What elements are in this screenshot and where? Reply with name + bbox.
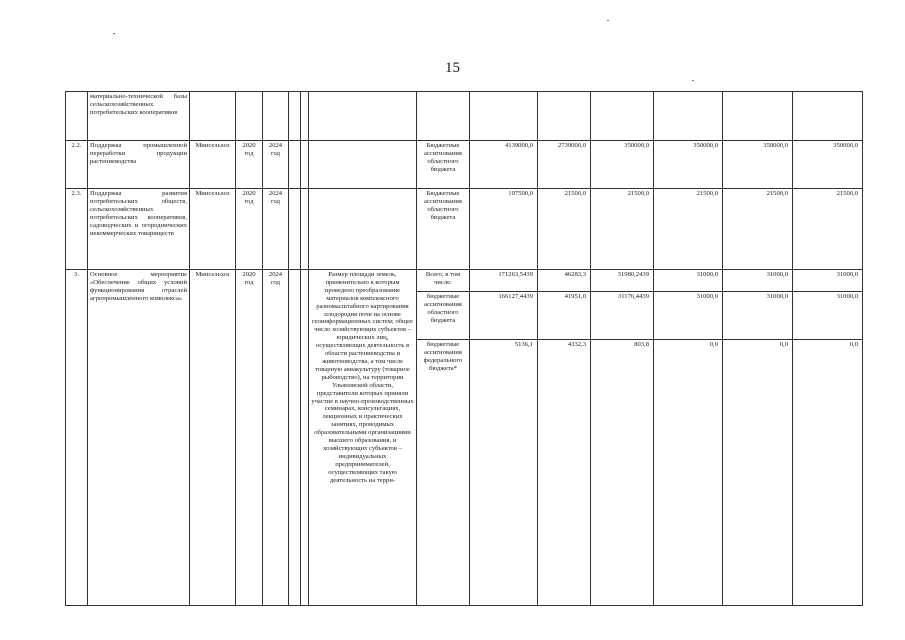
executor-cell: Минсельхоз bbox=[190, 270, 236, 606]
value-cell bbox=[538, 92, 591, 141]
value-cell: 350000,0 bbox=[654, 141, 723, 189]
source-cell: Бюджетные ассигнования областного бюджета bbox=[417, 189, 470, 270]
source-cell: Бюджетные ассигнования областного бюджета bbox=[417, 141, 470, 189]
source-cell: Всего, в том числе: bbox=[417, 270, 470, 292]
value-cell: 21500,0 bbox=[654, 189, 723, 270]
value-cell bbox=[591, 92, 654, 141]
program-table bbox=[65, 91, 863, 606]
value-cell bbox=[654, 92, 723, 141]
page-number: 15 bbox=[445, 60, 460, 76]
value-cell: 4332,3 bbox=[538, 340, 591, 606]
value-cell: 803,8 bbox=[591, 340, 654, 606]
scan-speck bbox=[607, 20, 609, 21]
value-cell: 166127,4439 bbox=[470, 292, 538, 340]
year-start-cell: 2020 год bbox=[236, 141, 263, 189]
value-cell: 21500,0 bbox=[723, 189, 793, 270]
blank-cell bbox=[289, 270, 301, 606]
measure-name: Основное мероприятие «Обеспечение общих условий функционирования отраслей агропромышленного комплекса» bbox=[88, 270, 190, 606]
blank-cell bbox=[289, 141, 301, 189]
blank-cell bbox=[289, 189, 301, 270]
year-end-cell bbox=[263, 92, 289, 141]
value-cell: 350000,0 bbox=[793, 141, 863, 189]
value-cell: 21500,0 bbox=[591, 189, 654, 270]
scan-speck bbox=[692, 80, 694, 81]
source-cell: бюджетные ассигнования федерального бюджета* bbox=[417, 340, 470, 606]
source-cell: бюджетные ассигнования областного бюджета bbox=[417, 292, 470, 340]
value-cell: 4139000,0 bbox=[470, 141, 538, 189]
value-cell bbox=[470, 92, 538, 141]
blank-cell bbox=[301, 141, 309, 189]
year-end-cell: 2024 год bbox=[263, 141, 289, 189]
measure-name: Поддержка промышленной переработки продукции растениеводства bbox=[88, 141, 190, 189]
year-end-cell: 2024 год bbox=[263, 189, 289, 270]
measure-name: материально-технической базы сельскохозяйственных потребительских кооперативов bbox=[88, 92, 190, 141]
value-cell: 107500,0 bbox=[470, 189, 538, 270]
source-cell bbox=[417, 92, 470, 141]
measure-name: Поддержка развития потребительских обществ, сельскохозяйственных потребительских кооперативов, садоводческих и огороднических некоммерческих товариществ bbox=[88, 189, 190, 270]
value-cell: 31000,0 bbox=[793, 292, 863, 340]
value-cell: 0,0 bbox=[723, 340, 793, 606]
value-cell: 31000,0 bbox=[723, 270, 793, 292]
indicator-cell: Размер площади земель, применительно к которым проведено преобразование материалов комплексного разномасштабного картирования плодородия почв на основе геоинформационных систем; общее число хозяйствующих субъектов – юридических лиц, осуществляющих деятельность в области растениеводства и животноводства, а том числе товарную аквакультуру (товарное рыбоводство), на территории Ульяновской области, представители которых приняли участие в научно-производственных семинарах, консультациях, лекционных и практических занятиях, проводимых образовательными организациями высшего образования, и хозяйствующих субъектов – индивидуальных предпринимателей, осуществляющих такую деятельность на терри- bbox=[309, 270, 417, 606]
value-cell: 350000,0 bbox=[591, 141, 654, 189]
value-cell: 21500,0 bbox=[793, 189, 863, 270]
value-cell: 31000,0 bbox=[723, 292, 793, 340]
value-cell: 31000,0 bbox=[654, 270, 723, 292]
table-row bbox=[66, 92, 863, 141]
value-cell: 21500,0 bbox=[538, 189, 591, 270]
value-cell: 46283,3 bbox=[538, 270, 591, 292]
indicator-cell bbox=[309, 189, 417, 270]
table-row bbox=[66, 189, 863, 270]
table-row bbox=[66, 270, 863, 292]
row-number: 3. bbox=[66, 270, 88, 606]
blank-cell bbox=[301, 189, 309, 270]
executor-cell bbox=[190, 92, 236, 141]
indicator-cell bbox=[309, 92, 417, 141]
blank-cell bbox=[301, 270, 309, 606]
value-cell: 0,0 bbox=[654, 340, 723, 606]
value-cell bbox=[723, 92, 793, 141]
row-number: 2.2. bbox=[66, 141, 88, 189]
row-number bbox=[66, 92, 88, 141]
value-cell: 31000,0 bbox=[793, 270, 863, 292]
year-start-cell bbox=[236, 92, 263, 141]
value-cell: 31000,0 bbox=[654, 292, 723, 340]
blank-cell bbox=[301, 92, 309, 141]
value-cell: 171263,5439 bbox=[470, 270, 538, 292]
value-cell: 31176,4439 bbox=[591, 292, 654, 340]
value-cell: 5136,1 bbox=[470, 340, 538, 606]
table-row bbox=[66, 141, 863, 189]
value-cell: 350000,0 bbox=[723, 141, 793, 189]
value-cell bbox=[793, 92, 863, 141]
value-cell: 0,0 bbox=[793, 340, 863, 606]
value-cell: 2739000,0 bbox=[538, 141, 591, 189]
blank-cell bbox=[289, 92, 301, 141]
executor-cell: Минсельхоз bbox=[190, 189, 236, 270]
indicator-cell bbox=[309, 141, 417, 189]
year-end-cell: 2024 год bbox=[263, 270, 289, 606]
executor-cell: Минсельхоз bbox=[190, 141, 236, 189]
year-start-cell: 2020 год bbox=[236, 270, 263, 606]
value-cell: 31980,2439 bbox=[591, 270, 654, 292]
row-number: 2.3. bbox=[66, 189, 88, 270]
scan-speck bbox=[113, 33, 115, 34]
value-cell: 41951,0 bbox=[538, 292, 591, 340]
year-start-cell: 2020 год bbox=[236, 189, 263, 270]
